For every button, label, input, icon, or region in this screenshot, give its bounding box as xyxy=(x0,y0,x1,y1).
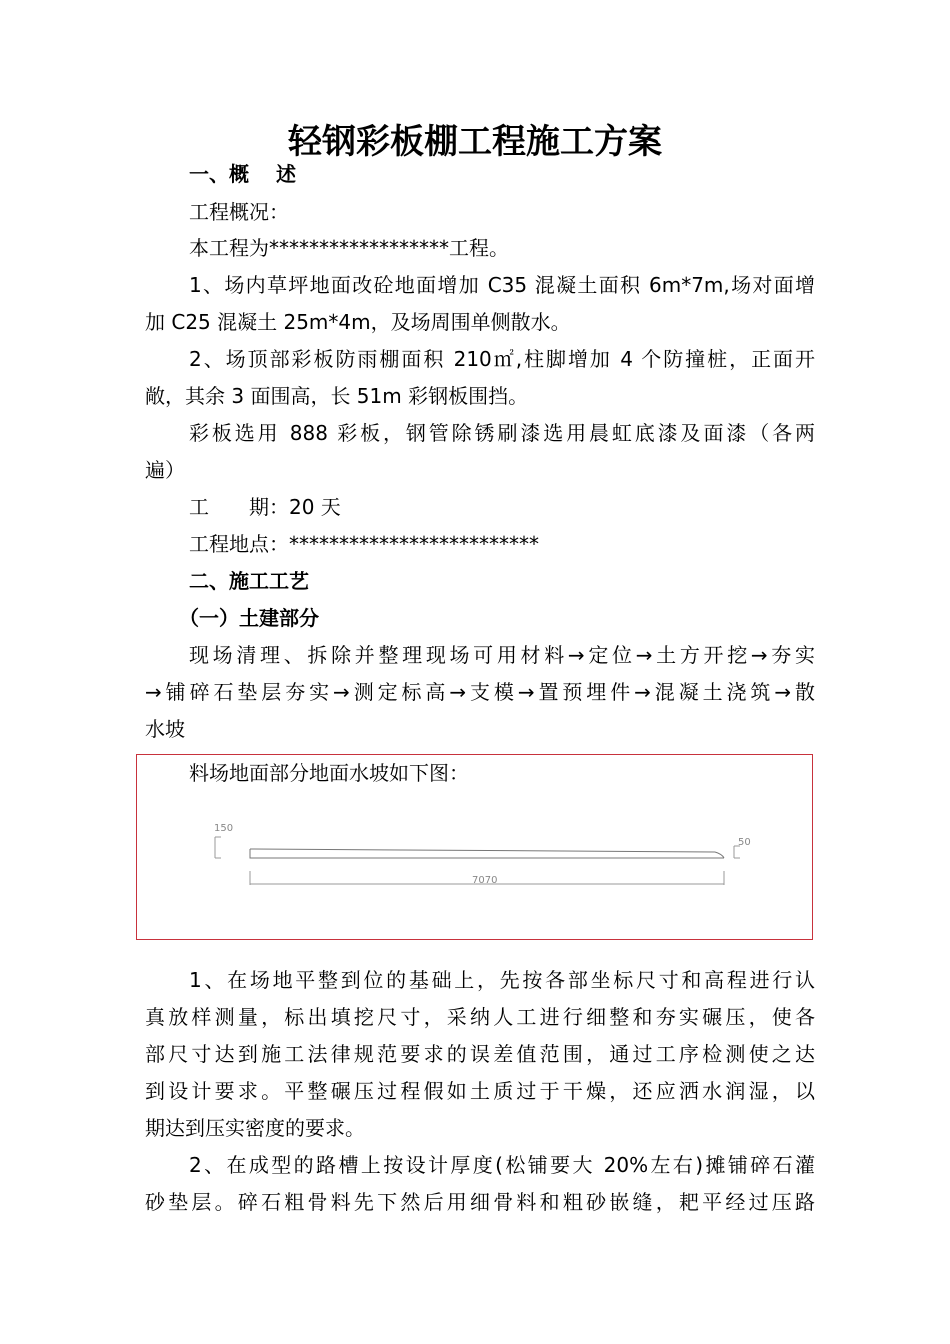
section1-heading: 一、概 述 xyxy=(189,162,296,186)
para2-line1: 2、在成型的路槽上按设计厚度(松铺要大 20%左右)摊铺碎石灌 xyxy=(189,1153,815,1177)
para1-line2: 真放样测量，标出填挖尺寸，采纳人工进行细整和夯实碾压，使各 xyxy=(145,1005,815,1029)
para1-line1: 1、在场地平整到位的基础上，先按各部坐标尺寸和高程进行认 xyxy=(189,968,815,992)
length-label: 7070 xyxy=(472,875,498,886)
item1-line1: 1、场内草坪地面改砼地面增加 C35 混凝土面积 6m*7m,场对面增 xyxy=(189,273,815,297)
item2-line2: 敞，其余 3 面围高，长 51m 彩钢板围挡。 xyxy=(145,384,529,408)
para1-line5: 期达到压实密度的要求。 xyxy=(145,1116,365,1140)
item1-line2: 加 C25 混凝土 25m*4m，及场周围单侧散水。 xyxy=(145,310,571,334)
material-line1: 彩板选用 888 彩板，钢管除锈刷漆选用晨虹底漆及面漆（各两 xyxy=(189,421,815,445)
document-title: 轻钢彩板棚工程施工方案 xyxy=(288,122,662,162)
section2-heading: 二、施工工艺 xyxy=(189,569,309,593)
para2-line2: 砂垫层。碎石粗骨料先下然后用细骨料和粗砂嵌缝，耙平经过压路 xyxy=(145,1190,815,1214)
process-line2: →铺碎石垫层夯实→测定标高→支模→置预埋件→混凝土浇筑→散 xyxy=(145,680,815,704)
slope-drawing xyxy=(137,755,812,939)
process-line1: 现场清理、拆除并整理现场可用材料→定位→土方开挖→夯实 xyxy=(189,643,815,667)
overview-label: 工程概况： xyxy=(189,200,289,224)
figure-caption: 料场地面部分地面水坡如下图： xyxy=(189,761,469,785)
project-location: 工程地点：************************* xyxy=(189,532,539,556)
para1-line3: 部尺寸达到施工法律规范要求的误差值范围，通过工序检测使之达 xyxy=(145,1042,815,1066)
construction-period: 工 期：20 天 xyxy=(189,495,341,519)
para1-line4: 到设计要求。平整碾压过程假如土质过于干燥，还应洒水润湿，以 xyxy=(145,1079,815,1103)
project-name: 本工程为******************工程。 xyxy=(189,236,509,260)
material-line2: 遍） xyxy=(145,458,185,482)
process-line3: 水坡 xyxy=(145,717,185,741)
slope-figure xyxy=(136,754,813,940)
left-height-label: 150 xyxy=(214,823,234,834)
right-height-label: 50 xyxy=(738,837,751,848)
subsection-civil: （一）土建部分 xyxy=(179,606,319,630)
item2-line1: 2、场顶部彩板防雨棚面积 210㎡,柱脚增加 4 个防撞桩，正面开 xyxy=(189,347,815,371)
